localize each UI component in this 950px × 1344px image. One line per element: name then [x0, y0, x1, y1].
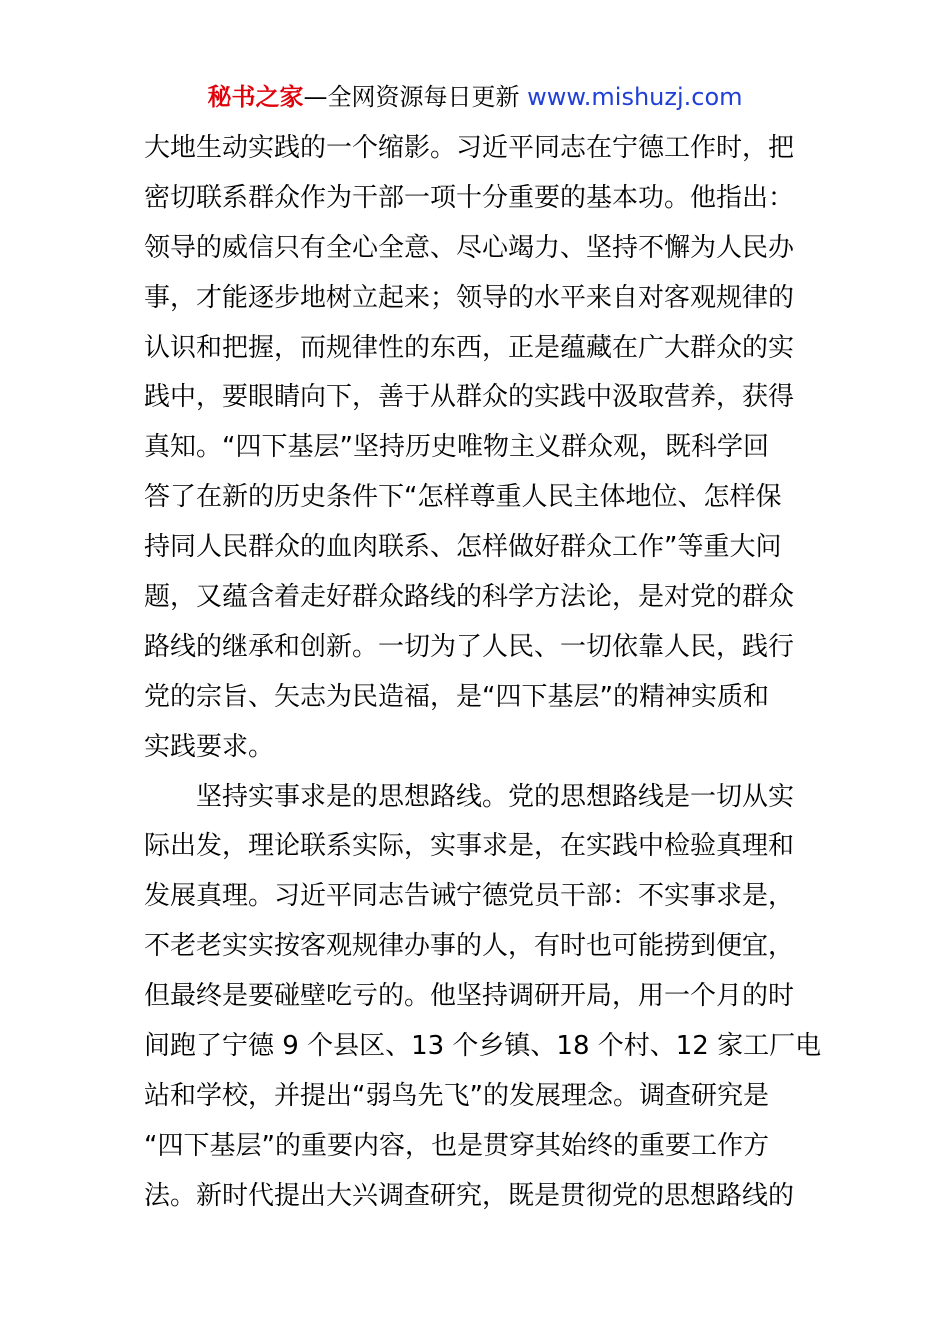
text-line: 路线的继承和创新。一切为了人民、一切依靠人民，践行	[144, 631, 795, 662]
header-brand: 秘书之家	[207, 83, 304, 111]
document-body	[144, 124, 822, 1222]
text-line: 大地生动实践的一个缩影。习近平同志在宁德工作时，把	[144, 133, 795, 163]
text-line: 答了在新的历史条件下“怎样尊重人民主体地位、怎样保	[144, 482, 782, 513]
text-line-first-indented: 坚持实事求是的思想路线。党的思想路线是一切从实	[196, 781, 795, 812]
header-site-url[interactable]: www.mishuzj.com	[527, 83, 743, 111]
text-line: 站和学校，并提出“弱鸟先飞”的发展理念。调查研究是	[144, 1080, 769, 1111]
text-line: 但最终是要碰壁吃亏的。他坚持调研开局，用一个月的时	[144, 981, 795, 1012]
text-line: 事，才能逐步地树立起来；领导的水平来自对客观规律的	[144, 282, 795, 313]
text-line: 不老老实实按客观规律办事的人，有时也可能捞到便宜，	[144, 931, 795, 962]
text-line: 认识和把握，而规律性的东西，正是蕴藏在广大群众的实	[144, 332, 795, 363]
text-line: 党的宗旨、矢志为民造福，是“四下基层”的精神实质和	[144, 681, 769, 712]
text-line: 法。新时代提出大兴调查研究，既是贯彻党的思想路线的	[144, 1180, 795, 1211]
text-line: 发展真理。习近平同志告诫宁德党员干部：不实事求是，	[144, 881, 795, 912]
text-line: “四下基层”的重要内容，也是贯穿其始终的重要工作方	[144, 1130, 769, 1161]
header-tagline: —全网资源每日更新	[303, 83, 528, 111]
paragraph-2	[144, 773, 822, 1222]
text-line: 间跑了宁德 9 个县区、13 个乡镇、18 个村、12 家工厂电	[144, 1031, 822, 1062]
paragraph-1	[144, 124, 808, 773]
text-line: 密切联系群众作为干部一项十分重要的基本功。他指出：	[144, 182, 795, 213]
text-line: 真知。“四下基层”坚持历史唯物主义群众观，既科学回	[144, 432, 769, 463]
text-line: 题，又蕴含着走好群众路线的科学方法论，是对党的群众	[144, 582, 795, 613]
page-header	[0, 80, 950, 114]
text-line: 领导的威信只有全心全意、尽心竭力、坚持不懈为人民办	[144, 232, 795, 263]
text-line: 持同人民群众的血肉联系、怎样做好群众工作”等重大问	[144, 532, 782, 563]
text-line: 际出发，理论联系实际，实事求是，在实践中检验真理和	[144, 831, 795, 862]
text-line: 实践要求。	[144, 731, 275, 762]
text-line: 践中，要眼睛向下，善于从群众的实践中汲取营养，获得	[144, 382, 795, 413]
